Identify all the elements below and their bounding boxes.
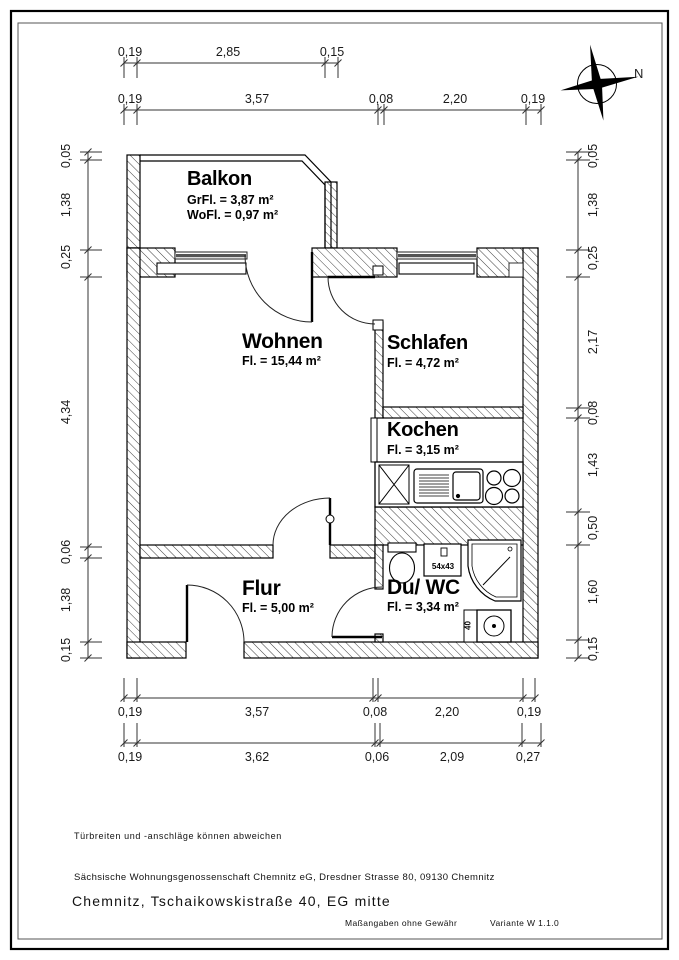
- dim-label: 1,38: [59, 587, 73, 613]
- sink-drain: [456, 494, 459, 497]
- dim-label: 2,85: [215, 45, 241, 59]
- dim-label: 0,05: [586, 143, 600, 169]
- dim-label: 0,25: [586, 245, 600, 271]
- door-duwc-arc: [332, 587, 382, 637]
- room-name: Wohnen: [242, 330, 323, 353]
- wall-flur-1: [140, 545, 273, 558]
- dim-label: 2,20: [434, 705, 460, 719]
- dim-label: 1,38: [586, 192, 600, 218]
- dim-label: 3,57: [244, 92, 270, 106]
- measure-note-text: Maßangaben ohne Gewähr: [345, 918, 458, 928]
- dim-label: 0,15: [586, 636, 600, 662]
- wall-top-notch: [509, 263, 523, 277]
- cooktop-burner: [487, 471, 501, 485]
- door-jamb: [373, 266, 383, 275]
- variant-text: Variante W 1.1.0: [490, 918, 560, 928]
- wall-left: [127, 248, 140, 658]
- dim-label: 0,19: [520, 92, 546, 106]
- door-jamb: [373, 320, 383, 330]
- room-name: Balkon: [187, 168, 252, 190]
- dim-label: 2,09: [439, 750, 465, 764]
- room-area: Fl. = 4,72 m²: [387, 356, 459, 370]
- wall-right: [523, 248, 538, 658]
- window-wohnen-glass: [176, 254, 246, 257]
- dim-label: 0,06: [59, 539, 73, 565]
- dim-label: 2,17: [586, 329, 600, 355]
- dim-label: 0,19: [117, 750, 143, 764]
- room-label-schlafen: [387, 333, 468, 371]
- door-entrance-arc: [187, 585, 244, 642]
- door-balcony-arc: [245, 255, 312, 322]
- room-area: Fl. = 3,15 m²: [387, 443, 459, 457]
- window-schlafen-glass: [398, 254, 476, 257]
- dim-label: 1,60: [586, 579, 600, 605]
- room-area: Fl. = 3,34 m²: [387, 600, 459, 614]
- room-area: Fl. = 15,44 m²: [242, 354, 321, 368]
- wall-bottom-2: [244, 642, 538, 658]
- dim-label: 0,27: [515, 750, 541, 764]
- room-label-kochen: [387, 420, 459, 458]
- frame-inner: [18, 23, 662, 939]
- washer-size-label: 40: [463, 621, 473, 630]
- dim-label: 3,62: [244, 750, 270, 764]
- dim-label: 0,19: [117, 92, 143, 106]
- wall-partition-wohnen-schlafen: [375, 322, 383, 418]
- room-label-balkon: [187, 169, 278, 223]
- washing-machine-dot: [493, 625, 496, 628]
- dim-label: 4,34: [59, 399, 73, 425]
- room-label-wohnen: [242, 331, 323, 369]
- dim-label: 0,19: [516, 705, 542, 719]
- dim-label: 1,43: [586, 452, 600, 478]
- shower-head: [508, 547, 512, 551]
- wall-flur-2: [330, 545, 375, 558]
- wall-bottom-1: [127, 642, 186, 658]
- wall-schlafen-bottom: [383, 407, 523, 418]
- dim-label: 3,57: [244, 705, 270, 719]
- room-area: GrFl. = 3,87 m²: [187, 193, 274, 207]
- shower-tray: [468, 540, 521, 601]
- dim-label: 0,50: [586, 515, 600, 541]
- wall-kochen-duwc: [375, 507, 523, 545]
- dim-label: 0,15: [59, 637, 73, 663]
- room-label-duwc: [387, 577, 460, 615]
- dim-label: 0,15: [319, 45, 345, 59]
- kitchen-counter: [375, 462, 523, 507]
- dim-label: 1,38: [59, 192, 73, 218]
- door-disclaimer-text: Türbreiten und -anschläge können abweichen: [74, 831, 282, 841]
- room-name: Schlafen: [387, 332, 468, 354]
- radiator-schlafen: [399, 263, 474, 274]
- cooktop-burner: [486, 488, 503, 505]
- room-name: Kochen: [387, 419, 459, 441]
- room-area: Fl. = 5,00 m²: [242, 601, 314, 615]
- room-name: Du/ WC: [387, 576, 460, 599]
- cooktop-burner: [505, 489, 519, 503]
- door-wohnen-flur-arc: [273, 498, 330, 545]
- dim-label: 0,08: [362, 705, 388, 719]
- company-text: Sächsische Wohnungsgenossenschaft Chemnitz eG, Dresdner Strasse 80, 09130 Chemnitz: [74, 872, 495, 883]
- room-label-flur: [242, 578, 314, 616]
- north-arrow-icon: [554, 37, 645, 127]
- dim-label: 0,08: [368, 92, 394, 106]
- wall-duwc-left: [375, 545, 383, 589]
- dim-label: 0,08: [586, 400, 600, 426]
- kochen-open-edge: [371, 418, 377, 462]
- cooktop-burner: [504, 470, 521, 487]
- dim-label: 0,06: [364, 750, 390, 764]
- address-text: Chemnitz, Tschaikowskistraße 40, EG mitte: [72, 893, 391, 909]
- dim-label: 0,19: [117, 45, 143, 59]
- door-knob: [326, 515, 334, 523]
- door-schlafen-arc: [328, 277, 375, 324]
- dim-label: 0,05: [59, 143, 73, 169]
- dim-label: 2,20: [442, 92, 468, 106]
- toilet-tank: [388, 543, 416, 552]
- wall-balcony-left: [127, 155, 140, 248]
- north-label: N: [634, 66, 644, 81]
- dim-label: 0,25: [59, 244, 73, 270]
- washbasin-size-label: 54x43: [431, 562, 455, 571]
- room-name: Flur: [242, 577, 281, 600]
- washbasin-tap: [441, 548, 447, 556]
- room-area: WoFl. = 0,97 m²: [187, 208, 279, 222]
- dim-label: 0,19: [117, 705, 143, 719]
- radiator-wohnen: [157, 263, 246, 274]
- wall-top-2: [312, 248, 397, 277]
